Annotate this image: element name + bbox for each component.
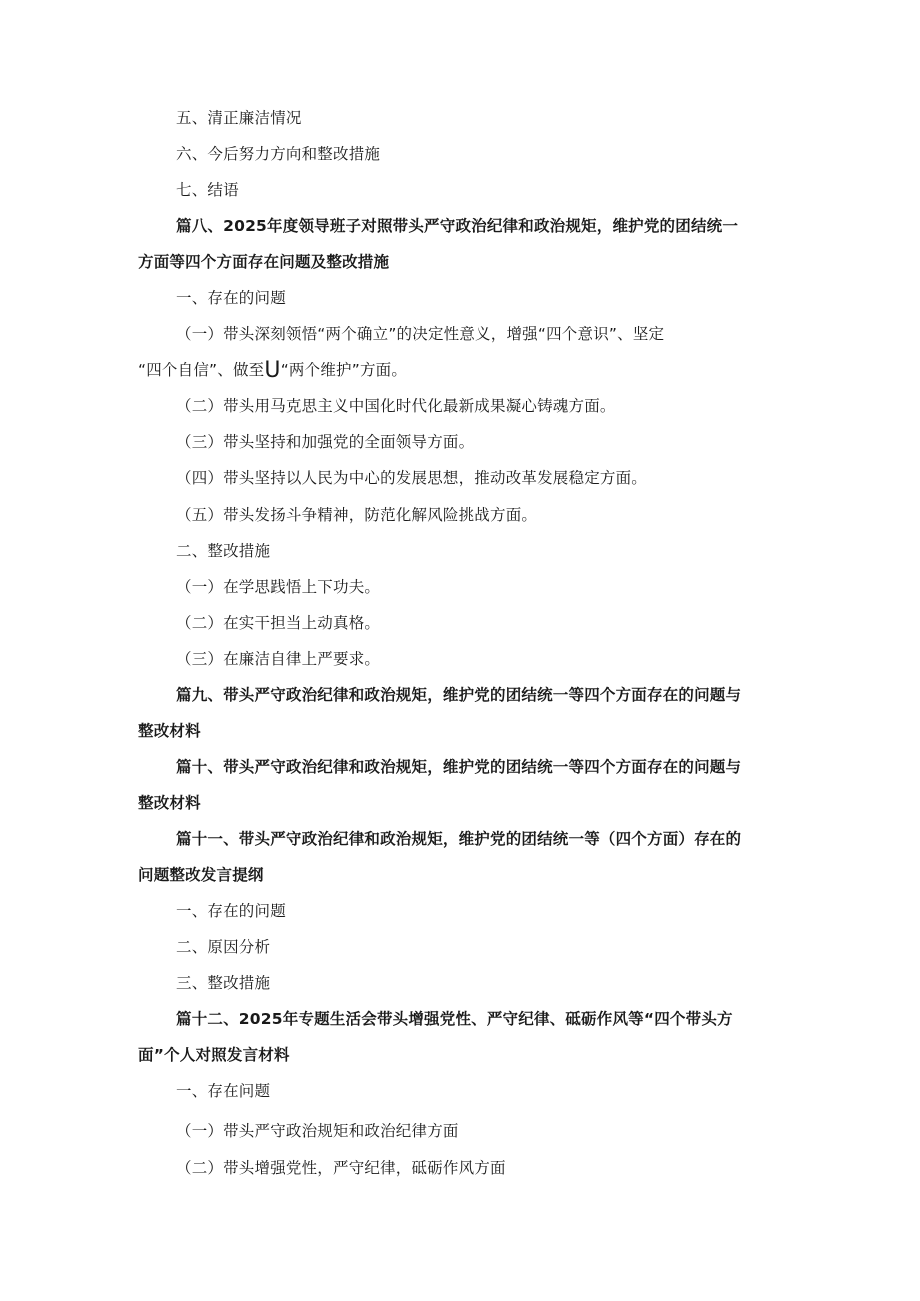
article-12-title-line-2: 面”个人对照发言材料	[138, 1046, 290, 1064]
section-heading-6: 六、今后努力方向和整改措施	[176, 145, 381, 163]
section-heading-rectification-2: 三、整改措施	[176, 974, 271, 992]
problem-item-1-line-1: （一）带头深刻领悟“两个确立”的决定性意义，增强“四个意识”、坚定	[176, 325, 665, 343]
section-heading-5: 五、清正廉洁情况	[176, 109, 302, 127]
rectification-item-2: （二）在实干担当上动真格。	[176, 614, 381, 632]
section-heading-causes: 二、原因分析	[176, 938, 271, 956]
section-heading-problems: 一、存在的问题	[176, 289, 286, 307]
section-heading-problems-2: 一、存在的问题	[176, 902, 286, 920]
problem-item-3: （三）带头坚持和加强党的全面领导方面。	[176, 433, 475, 451]
article-12-title-line-1: 篇十二、2025年专题生活会带头增强党性、严守纪律、砥砺作风等“四个带头方	[176, 1010, 733, 1028]
article-10-title-line-2: 整改材料	[138, 794, 201, 812]
section-heading-rectification: 二、整改措施	[176, 542, 271, 560]
article-12-item-1: （一）带头严守政治规矩和政治纪律方面	[176, 1122, 459, 1140]
problem-item-1-text-b: “两个维护”方面。	[280, 361, 408, 379]
article-11-title-line-2: 问题整改发言提纲	[138, 866, 264, 884]
rectification-item-1: （一）在学思践悟上下功夫。	[176, 578, 381, 596]
problem-item-4: （四）带头坚持以人民为中心的发展思想，推动改革发展稳定方面。	[176, 469, 648, 487]
problem-item-5: （五）带头发扬斗争精神，防范化解风险挑战方面。	[176, 506, 538, 524]
article-11-title-line-1: 篇十一、带头严守政治纪律和政治规矩，维护党的团结统一等（四个方面）存在的	[176, 830, 742, 848]
problem-item-1-stray-glyph: U	[264, 358, 281, 383]
problem-item-2: （二）带头用马克思主义中国化时代化最新成果凝心铸魂方面。	[176, 397, 616, 415]
article-8-title-line-1: 篇八、2025年度领导班子对照带头严守政治纪律和政治规矩，维护党的团结统一	[176, 217, 739, 235]
article-10-title-line-1: 篇十、带头严守政治纪律和政治规矩，维护党的团结统一等四个方面存在的问题与	[176, 758, 742, 776]
problem-item-1-line-2	[138, 360, 407, 381]
section-heading-problems-3: 一、存在问题	[176, 1082, 271, 1100]
article-12-item-2: （二）带头增强党性，严守纪律，砥砺作风方面	[176, 1159, 506, 1177]
article-9-title-line-2: 整改材料	[138, 722, 201, 740]
rectification-item-3: （三）在廉洁自律上严要求。	[176, 650, 381, 668]
article-9-title-line-1: 篇九、带头严守政治纪律和政治规矩，维护党的团结统一等四个方面存在的问题与	[176, 686, 742, 704]
article-8-title-line-2: 方面等四个方面存在问题及整改措施	[138, 253, 390, 271]
problem-item-1-text-a: “四个自信”、做至	[138, 361, 265, 379]
section-heading-7: 七、结语	[176, 181, 239, 199]
